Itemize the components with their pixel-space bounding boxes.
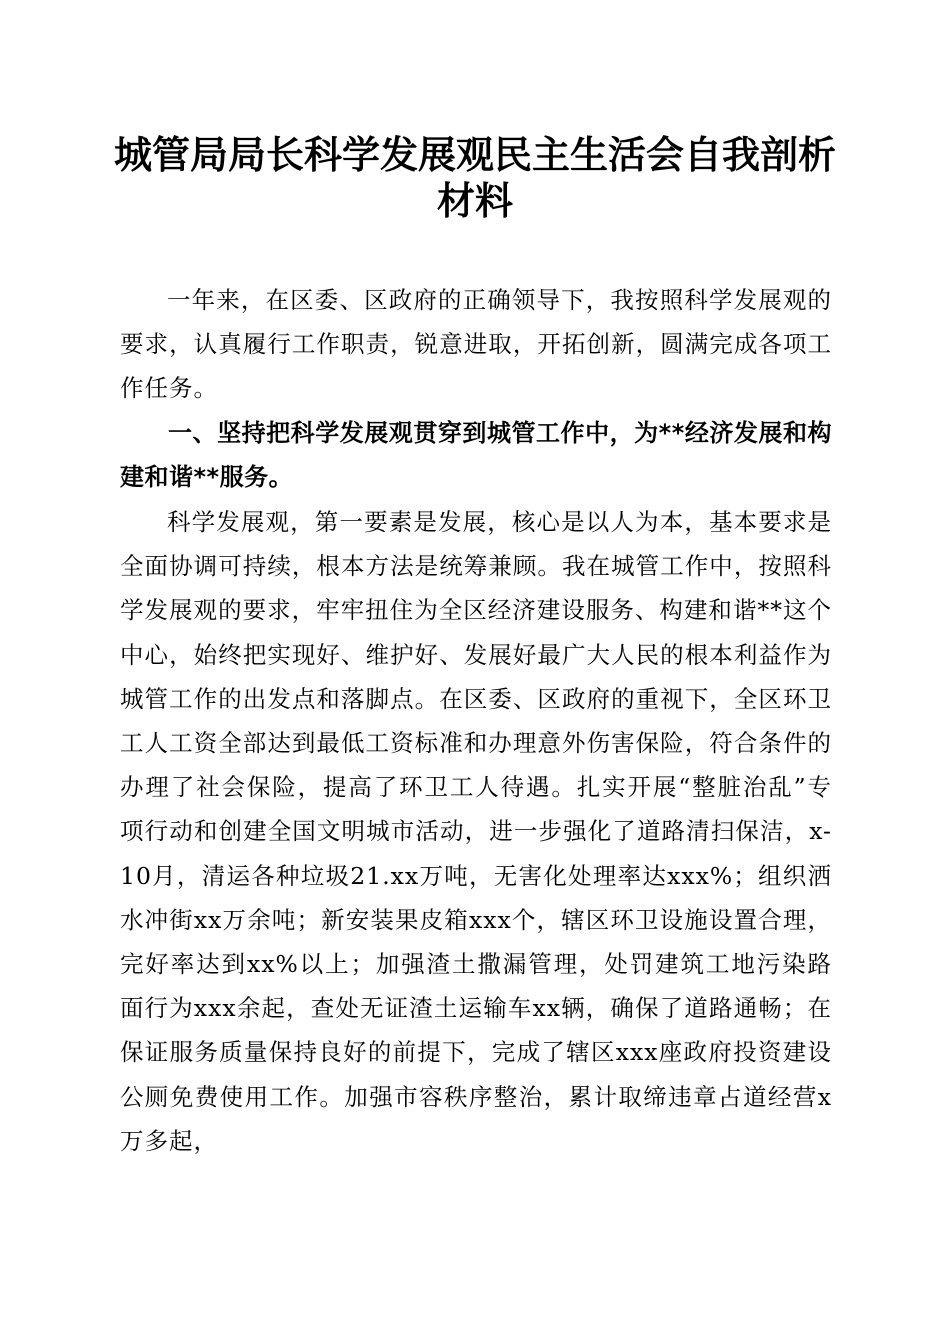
document-title: 城管局局长科学发展观民主生活会自我剖析材料 (113, 132, 836, 223)
intro-paragraph: 一年来，在区委、区政府的正确领导下，我按照科学发展观的要求，认真履行工作职责，锐意进取，开拓创新，圆满完成各项工作任务。 (120, 286, 832, 403)
body-paragraph: 科学发展观，第一要素是发展，核心是以人为本，基本要求是全面协调可持续，根本方法是统筹兼顾。我在城管工作中，按照科学发展观的要求，牢牢扭住为全区经济建设服务、构建和谐**这个中心，始终把实现好、维护好、发展好最广大人民的根本利益作为城管工作的出发点和落脚点。在区委、区政府的重视下，全区环卫工人工资全部达到最低工资标准和办理意外伤害保险，符合条件的办理了社会保险，提高了环卫工人待遇。扎实开展“整脏治乱”专项行动和创建全国文明城市活动，进一步强化了道路清扫保洁，x-10月，清运各种垃圾21.xx万吨，无害化处理率达xxx%；组织洒水冲街xx万余吨；新安装果皮箱xxx个，辖区环卫设施设置合理，完好率达到xx%以上；加强渣土撒漏管理，处罚建筑工地污染路面行为xxx余起，查处无证渣土运输车xx辆，确保了道路通畅；在保证服务质量保持良好的前提下，完成了辖区xxx座政府投资建设公厕免费使用工作。加强市容秩序整治，累计取缔违章占道经营x万多起， (120, 508, 832, 1155)
section-heading-1: 一、坚持把科学发展观贯穿到城管工作中，为**经济发展和构建和谐**服务。 (120, 419, 832, 491)
